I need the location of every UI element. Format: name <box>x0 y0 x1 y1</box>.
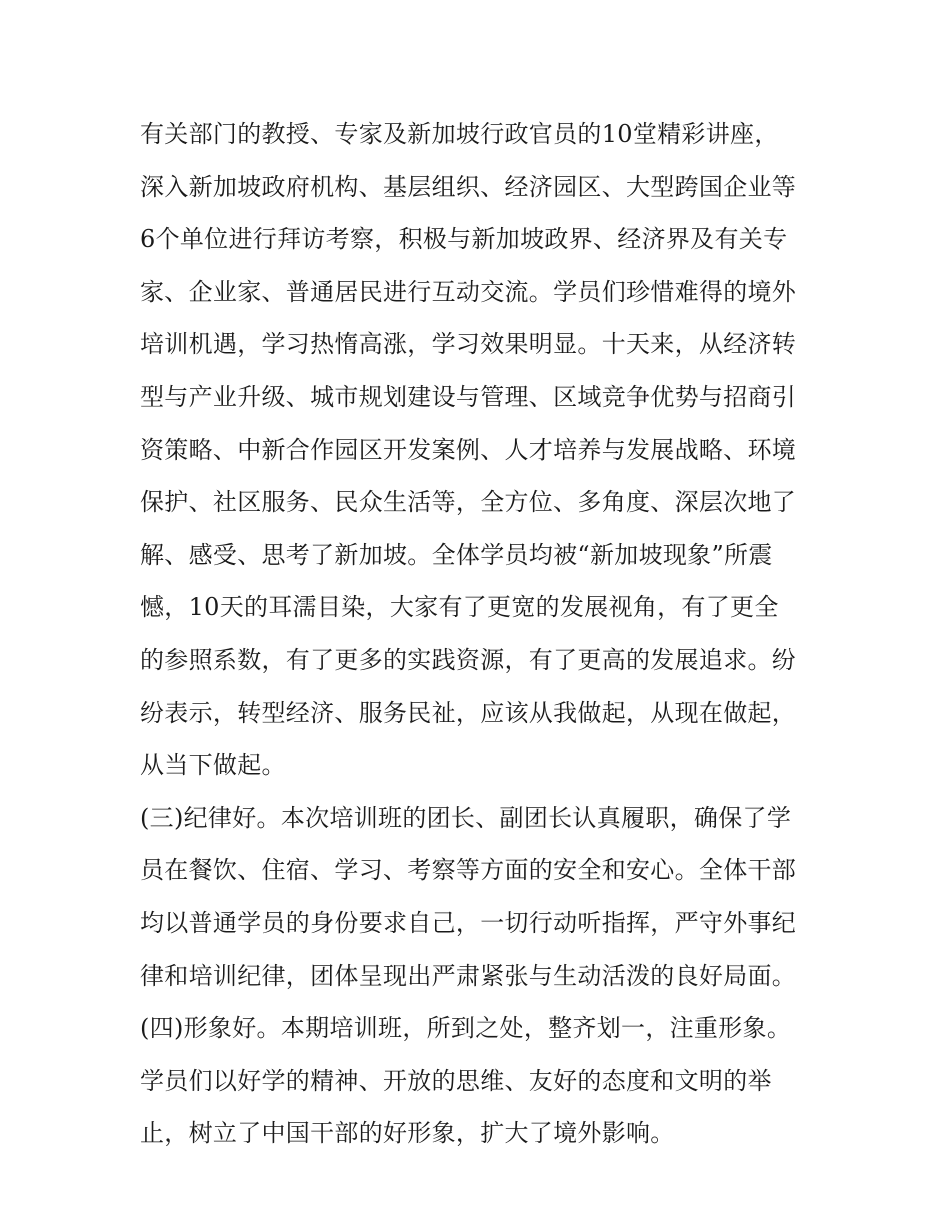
section-heading-line: (四)形象好。本期培训班，所到之处，整齐划一，注重形象。 <box>140 1014 792 1043</box>
text-line: 止，树立了中国干部的好形象，扩大了境外影响。 <box>140 1119 675 1148</box>
text-line: 学员们以好学的精神、开放的思维、友好的态度和文明的举 <box>140 1066 772 1095</box>
text-line: 资策略、中新合作园区开发案例、人才培养与发展战略、环境 <box>140 435 797 464</box>
text-line: 保护、社区服务、民众生活等，全方位、多角度、深层次地了 <box>140 488 797 517</box>
text-line: 律和培训纪律，团体呈现出严肃紧张与生动活泼的良好局面。 <box>140 961 797 990</box>
text-line: 有关部门的教授、专家及新加坡行政官员的10堂精彩讲座， <box>140 120 779 148</box>
body-text <box>140 108 830 1160</box>
text-line: 深入新加坡政府机构、基层组织、经济园区、大型跨国企业等 <box>140 172 797 201</box>
text-line: 培训机遇，学习热惰高涨，学习效果明显。十天来，从经济转 <box>140 330 797 359</box>
text-line: 的参照系数，有了更多的实践资源，有了更高的发展追求。纷 <box>140 645 797 674</box>
text-line: 家、企业家、普通居民进行互动交流。学员们珍惜难得的境外 <box>140 277 797 306</box>
text-line: 员在餐饮、住宿、学习、考察等方面的安全和安心。全体干部 <box>140 856 797 885</box>
text-line: 解、感受、思考了新加坡。全体学员均被“新加坡现象”所震 <box>140 540 773 569</box>
text-line: 憾，10天的耳濡目染，大家有了更宽的发展视角，有了更全 <box>140 593 779 622</box>
section-heading-line: (三)纪律好。本次培训班的团长、副团长认真履职，确保了学 <box>140 803 792 832</box>
text-line: 均以普通学员的身份要求自己，一切行动听指挥，严守外事纪 <box>140 908 797 937</box>
text-line: 6个单位进行拜访考察，积极与新加坡政界、经济界及有关专 <box>140 225 788 254</box>
text-line: 纷表示，转型经济、服务民祉，应该从我做起，从现在做起， <box>140 698 797 727</box>
text-line: 从当下做起。 <box>140 751 286 780</box>
text-line: 型与产业升级、城市规划建设与管理、区域竞争优势与招商引 <box>140 382 797 411</box>
